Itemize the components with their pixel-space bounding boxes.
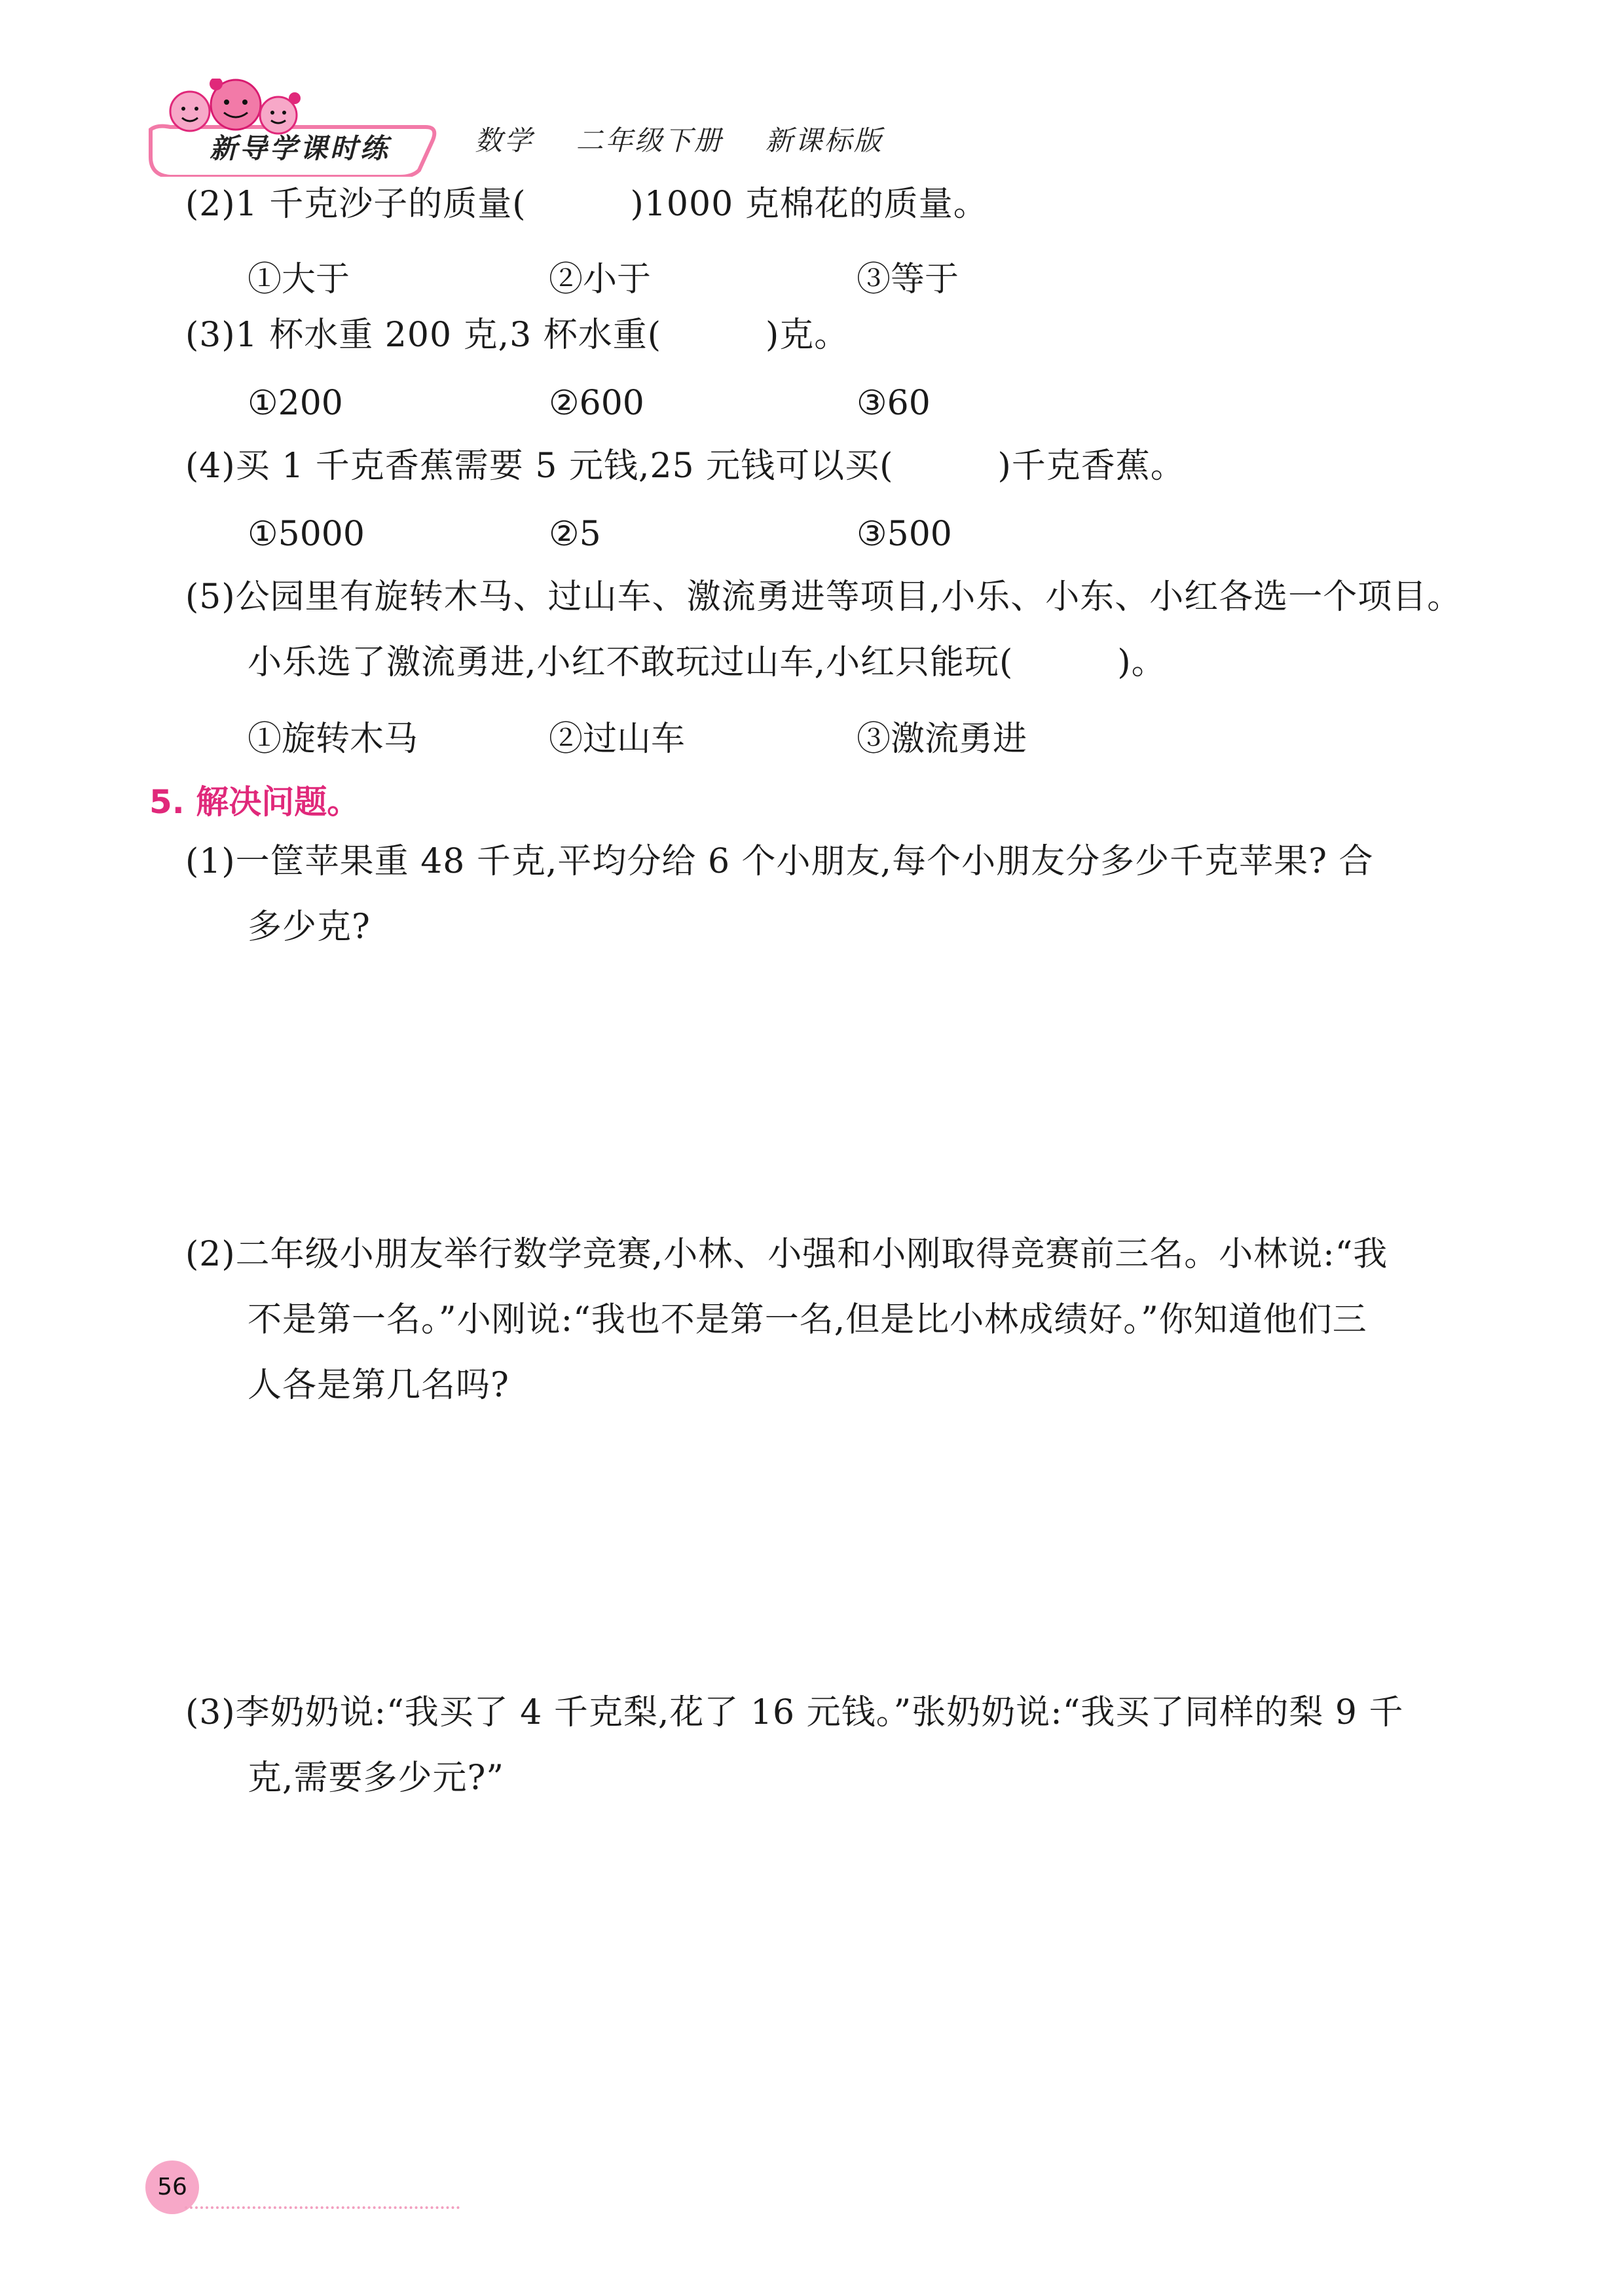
problem-3-line2: 克,需要多少元?” xyxy=(248,1758,504,1798)
option-3: ③500 xyxy=(857,515,952,554)
question-5-stem-line1: (5)公园里有旋转木马、过山车、激流勇进等项目,小乐、小东、小红各选一个项目。 xyxy=(185,577,1462,617)
question-3-stem: (3)1 杯水重 200 克,3 杯水重( )克。 xyxy=(185,316,849,355)
page-footer xyxy=(145,2160,342,2219)
option-2: ②过山车 xyxy=(549,720,686,759)
option-1: ①大于 xyxy=(248,260,350,299)
problem-1-line1: (1)一筐苹果重 48 千克,平均分给 6 个小朋友,每个小朋友分多少千克苹果? 合 xyxy=(185,842,1374,881)
grade-label: 二年级下册 xyxy=(576,124,724,156)
problem-2-line2: 不是第一名。”小刚说:“我也不是第一名,但是比小林成绩好。”你知道他们三 xyxy=(248,1300,1367,1339)
question-2-stem: (2)1 千克沙子的质量( )1000 克棉花的质量。 xyxy=(185,185,988,224)
page-header xyxy=(144,79,930,177)
option-2: ②小于 xyxy=(549,260,652,299)
option-2: ②600 xyxy=(549,384,644,423)
footer-dotted-line xyxy=(185,2206,460,2209)
subject-label: 数学 xyxy=(475,124,534,156)
option-3: ③等于 xyxy=(857,260,959,299)
problem-2-line3: 人各是第几名吗? xyxy=(248,1366,509,1405)
question-4-stem: (4)买 1 千克香蕉需要 5 元钱,25 元钱可以买( )千克香蕉。 xyxy=(185,446,1185,486)
option-3: ③激流勇进 xyxy=(857,720,1027,759)
option-1: ①旋转木马 xyxy=(248,720,418,759)
book-info xyxy=(475,119,915,158)
option-3: ③60 xyxy=(857,384,931,423)
problem-2-line1: (2)二年级小朋友举行数学竞赛,小林、小强和小刚取得竞赛前三名。小林说:“我 xyxy=(185,1235,1388,1274)
question-5-stem-line2: 小乐选了激流勇进,小红不敢玩过山车,小红只能玩( )。 xyxy=(248,643,1166,682)
problem-1-line2: 多少克? xyxy=(248,907,371,947)
series-title: 新导学课时练 xyxy=(210,132,391,164)
option-1: ①5000 xyxy=(248,515,365,554)
option-2: ②5 xyxy=(549,515,601,554)
page-number: 56 xyxy=(157,2174,187,2200)
edition-label: 新课标版 xyxy=(765,124,883,156)
problem-3-line1: (3)李奶奶说:“我买了 4 千克梨,花了 16 元钱。”张奶奶说:“我买了同样的梨 9 千 xyxy=(185,1693,1404,1732)
option-1: ①200 xyxy=(248,384,343,423)
section-title: 5. 解决问题。 xyxy=(149,783,360,821)
